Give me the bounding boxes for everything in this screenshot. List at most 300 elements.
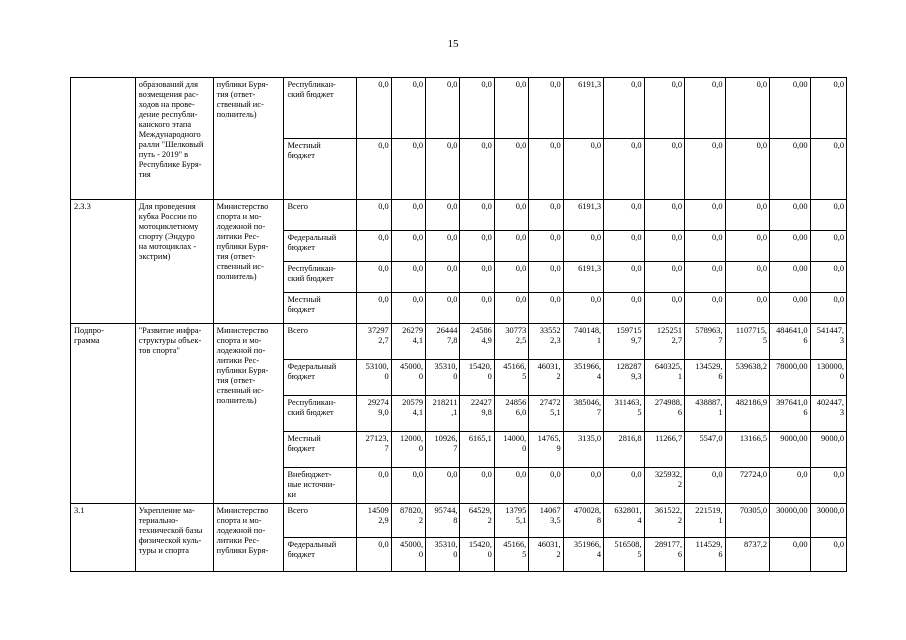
value-text: 0,0	[481, 202, 492, 211]
funding-source-label: Федеральный бюджет	[287, 540, 337, 559]
funding-source-cell	[284, 231, 357, 262]
value-text: 0,0	[712, 80, 723, 89]
value-cell	[494, 432, 528, 468]
value-text: 0,0	[671, 202, 683, 211]
value-cell	[685, 78, 725, 139]
value-text: 0,0	[412, 470, 424, 479]
measure-name-cell	[135, 200, 213, 324]
value-cell	[770, 324, 810, 360]
value-cell	[685, 262, 725, 293]
value-cell	[529, 468, 563, 504]
value-text: 125251 2,7	[656, 326, 683, 345]
value-text: 0,0	[756, 141, 768, 150]
value-cell	[460, 324, 494, 360]
value-cell	[685, 324, 725, 360]
value-text: 134529, 6	[695, 362, 723, 381]
value-cell	[725, 360, 770, 396]
value-text: 27472 5,1	[539, 398, 561, 417]
value-cell	[604, 324, 644, 360]
value-cell	[644, 293, 684, 324]
value-cell	[604, 200, 644, 231]
value-cell	[725, 324, 770, 360]
value-cell	[357, 200, 391, 231]
value-cell	[357, 293, 391, 324]
value-cell	[460, 504, 494, 538]
value-text: 482186,9	[735, 398, 768, 407]
value-text: 0,00	[792, 264, 808, 273]
value-text: 35310, 0	[434, 540, 458, 559]
value-text: 0,0	[447, 295, 458, 304]
value-text: 159715 9,7	[616, 326, 642, 345]
value-cell	[494, 360, 528, 396]
value-cell	[810, 78, 847, 139]
value-cell	[391, 468, 425, 504]
value-cell	[810, 432, 847, 468]
value-text: 325932, 2	[654, 470, 683, 489]
table-row	[71, 504, 847, 538]
value-text: 0,0	[833, 141, 844, 150]
funding-source-cell	[284, 139, 357, 200]
row-code-cell-text: Подпро- грамма	[74, 326, 104, 345]
value-text: 0,0	[378, 295, 389, 304]
value-cell	[810, 396, 847, 432]
value-text: 351966, 4	[573, 362, 602, 381]
value-cell	[810, 538, 847, 572]
value-cell	[426, 396, 460, 432]
value-cell	[529, 231, 563, 262]
value-text: 20579 4,1	[402, 398, 424, 417]
value-text: 0,0	[631, 233, 642, 242]
value-cell	[685, 139, 725, 200]
value-cell	[644, 468, 684, 504]
value-text: 11266,7	[655, 434, 683, 443]
value-text: 0,0	[671, 264, 683, 273]
value-text: 26279 4,1	[402, 326, 424, 345]
value-text: 397641,0 6	[776, 398, 808, 417]
value-text: 0,0	[712, 141, 723, 150]
value-cell	[357, 262, 391, 293]
funding-source-label: Республикан- ский бюджет	[287, 264, 336, 283]
value-text: 311463, 5	[614, 398, 642, 417]
value-cell	[460, 262, 494, 293]
value-cell	[685, 468, 725, 504]
value-cell	[644, 324, 684, 360]
row-code-cell	[71, 200, 136, 324]
value-text: 0,0	[833, 80, 844, 89]
value-cell	[494, 200, 528, 231]
value-cell	[563, 396, 603, 432]
value-cell	[357, 396, 391, 432]
value-cell	[460, 396, 494, 432]
value-cell	[810, 324, 847, 360]
value-cell	[529, 396, 563, 432]
measure-name-cell	[135, 504, 213, 572]
value-cell	[391, 324, 425, 360]
value-cell	[426, 139, 460, 200]
funding-source-cell	[284, 200, 357, 231]
value-text: 0,0	[631, 202, 642, 211]
value-text: 0,0	[756, 295, 768, 304]
value-cell	[426, 324, 460, 360]
value-cell	[563, 504, 603, 538]
value-text: 0,0	[631, 470, 642, 479]
value-text: 5547,0	[699, 434, 723, 443]
measure-name-cell-text: Укрепление ма- териально- технической базы физической куль- туры и спорта	[138, 506, 203, 555]
value-text: 0,0	[378, 202, 389, 211]
value-text: 15420, 0	[468, 362, 492, 381]
value-cell	[391, 538, 425, 572]
value-cell	[460, 468, 494, 504]
value-cell	[810, 504, 847, 538]
value-cell	[725, 504, 770, 538]
value-text: 640325, 1	[654, 362, 683, 381]
value-cell	[770, 432, 810, 468]
measure-name-cell	[135, 78, 213, 200]
value-text: 0,0	[756, 264, 768, 273]
value-text: 0,0	[590, 141, 602, 150]
value-text: 0,0	[550, 264, 561, 273]
value-text: 0,0	[631, 264, 642, 273]
value-cell	[460, 139, 494, 200]
value-text: 128287 9,3	[616, 362, 642, 381]
value-cell	[357, 360, 391, 396]
value-cell	[357, 139, 391, 200]
value-cell	[529, 538, 563, 572]
value-cell	[563, 200, 603, 231]
value-cell	[391, 200, 425, 231]
value-cell	[604, 468, 644, 504]
value-text: 0,0	[481, 141, 492, 150]
value-text: 24856 6,0	[505, 398, 527, 417]
value-text: 0,00	[792, 80, 808, 89]
value-cell	[426, 262, 460, 293]
measure-name-cell	[135, 324, 213, 504]
funding-source-cell	[284, 538, 357, 572]
value-text: 2816,8	[618, 434, 642, 443]
value-text: 9000,0	[820, 434, 844, 443]
value-cell	[685, 432, 725, 468]
value-text: 578963, 7	[695, 326, 723, 345]
executor-cell	[213, 200, 284, 324]
value-cell	[391, 139, 425, 200]
value-text: 539638,2	[735, 362, 768, 371]
value-text: 0,0	[712, 233, 723, 242]
value-text: 0,0	[447, 233, 458, 242]
value-text: 484641,0 6	[776, 326, 808, 345]
value-cell	[644, 139, 684, 200]
value-cell	[494, 262, 528, 293]
value-cell	[685, 396, 725, 432]
value-text: 0,0	[833, 264, 844, 273]
value-cell	[604, 504, 644, 538]
value-text: 27123, 7	[365, 434, 389, 453]
value-text: 0,0	[378, 233, 389, 242]
value-cell	[357, 504, 391, 538]
value-text: 14067 3,5	[539, 506, 561, 525]
value-cell	[426, 360, 460, 396]
value-text: 0,0	[515, 264, 527, 273]
value-text: 14000, 0	[503, 434, 527, 453]
funding-source-label: Местный бюджет	[287, 295, 321, 314]
value-cell	[426, 538, 460, 572]
value-text: 0,0	[412, 80, 424, 89]
value-text: 0,0	[712, 295, 723, 304]
value-cell	[685, 293, 725, 324]
value-cell	[529, 293, 563, 324]
value-text: 0,0	[550, 295, 561, 304]
value-cell	[604, 432, 644, 468]
value-text: 0,0	[378, 264, 389, 273]
value-cell	[391, 360, 425, 396]
table-row	[71, 78, 847, 139]
value-text: 289177, 6	[654, 540, 683, 559]
funding-source-cell	[284, 468, 357, 504]
value-cell	[494, 324, 528, 360]
value-cell	[770, 262, 810, 293]
value-cell	[725, 432, 770, 468]
value-cell	[357, 78, 391, 139]
funding-source-cell	[284, 293, 357, 324]
value-text: 0,0	[515, 295, 527, 304]
value-cell	[391, 231, 425, 262]
value-cell	[644, 200, 684, 231]
value-text: 3135,0	[578, 434, 602, 443]
value-text: 0,0	[550, 141, 561, 150]
value-cell	[604, 538, 644, 572]
value-text: 0,0	[378, 540, 389, 549]
value-text: 0,0	[515, 202, 527, 211]
value-text: 0,0	[550, 470, 561, 479]
value-cell	[604, 293, 644, 324]
measure-name-cell-text: образований для возмещения рас- ходов на прове- дение республи- канского этапа Международного ралли "Шелковый путь - 2019" в Республике Буря- тия	[138, 80, 204, 179]
value-text: 0,0	[756, 202, 768, 211]
value-text: 0,0	[797, 470, 808, 479]
value-cell	[357, 432, 391, 468]
value-text: 516508, 5	[614, 540, 642, 559]
value-cell	[529, 200, 563, 231]
funding-source-label: Федеральный бюджет	[287, 233, 337, 252]
value-text: 0,0	[550, 80, 561, 89]
value-text: 0,0	[712, 264, 723, 273]
value-cell	[644, 262, 684, 293]
executor-cell	[213, 504, 284, 572]
value-text: 0,0	[412, 295, 424, 304]
funding-source-cell	[284, 396, 357, 432]
value-cell	[725, 262, 770, 293]
funding-source-cell	[284, 360, 357, 396]
row-code-cell-text: 2.3.3	[74, 202, 91, 211]
executor-cell-text: публики Буря- тия (ответ- ственный ис- полнитель)	[216, 80, 269, 119]
value-cell	[770, 538, 810, 572]
value-text: 30773 2,5	[505, 326, 527, 345]
row-code-cell	[71, 324, 136, 504]
value-cell	[770, 293, 810, 324]
value-cell	[770, 78, 810, 139]
value-cell	[460, 293, 494, 324]
value-text: 6165,1	[468, 434, 492, 443]
value-text: 0,0	[590, 470, 602, 479]
value-text: 361522, 2	[654, 506, 683, 525]
value-text: 6191,3	[578, 202, 602, 211]
value-text: 0,0	[378, 141, 389, 150]
value-cell	[604, 139, 644, 200]
value-text: 78000,00	[776, 362, 808, 371]
value-text: 0,0	[712, 470, 723, 479]
value-cell	[494, 78, 528, 139]
value-text: 6191,3	[578, 80, 602, 89]
value-text: 0,00	[792, 141, 808, 150]
value-text: 14765, 9	[537, 434, 561, 453]
value-text: 45166, 5	[503, 362, 527, 381]
value-cell	[810, 293, 847, 324]
value-text: 0,0	[447, 141, 458, 150]
value-cell	[391, 504, 425, 538]
value-text: 402447, 3	[816, 398, 844, 417]
value-text: 0,0	[515, 141, 527, 150]
funding-source-label: Всего	[287, 506, 308, 515]
value-cell	[725, 468, 770, 504]
executor-cell	[213, 324, 284, 504]
value-cell	[426, 200, 460, 231]
value-text: 87820, 2	[400, 506, 424, 525]
value-cell	[770, 468, 810, 504]
executor-cell-text: Министерство спорта и мо- лодежной по- литики Рес- публики Буря- тия (ответ- ственный ис- полнитель)	[216, 326, 269, 405]
value-text: 37297 2,7	[367, 326, 389, 345]
value-text: 0,0	[515, 233, 527, 242]
value-cell	[770, 504, 810, 538]
measure-name-cell-text: "Развитие инфра- структуры объек- тов спорта"	[138, 326, 202, 355]
value-text: 9000,00	[780, 434, 808, 443]
value-cell	[563, 293, 603, 324]
value-cell	[644, 78, 684, 139]
value-cell	[604, 360, 644, 396]
value-text: 351966, 4	[573, 540, 602, 559]
value-text: 438887, 1	[695, 398, 723, 417]
value-text: 0,0	[671, 295, 683, 304]
value-text: 0,0	[833, 295, 844, 304]
value-text: 24586 4,9	[470, 326, 492, 345]
value-cell	[563, 78, 603, 139]
funding-source-label: Федеральный бюджет	[287, 362, 337, 381]
value-cell	[604, 231, 644, 262]
value-text: 0,0	[378, 80, 389, 89]
value-cell	[391, 293, 425, 324]
value-text: 0,0	[833, 540, 844, 549]
value-text: 0,0	[756, 233, 768, 242]
value-cell	[529, 139, 563, 200]
row-code-cell	[71, 504, 136, 572]
value-text: 10926, 7	[434, 434, 458, 453]
value-cell	[685, 360, 725, 396]
value-text: 0,0	[412, 233, 424, 242]
value-cell	[725, 396, 770, 432]
value-text: 218211 ,1	[432, 398, 458, 417]
value-cell	[810, 468, 847, 504]
value-cell	[770, 396, 810, 432]
value-cell	[644, 360, 684, 396]
funding-source-cell	[284, 504, 357, 538]
value-text: 0,0	[481, 470, 492, 479]
value-cell	[529, 262, 563, 293]
value-text: 45000, 0	[400, 362, 424, 381]
value-cell	[357, 231, 391, 262]
row-code-cell-text: 3.1	[74, 506, 85, 515]
value-cell	[685, 231, 725, 262]
value-cell	[494, 293, 528, 324]
value-text: 0,0	[833, 202, 844, 211]
value-text: 95744, 8	[434, 506, 458, 525]
value-text: 46031, 2	[537, 362, 561, 381]
value-cell	[563, 538, 603, 572]
funding-source-cell	[284, 432, 357, 468]
value-cell	[426, 293, 460, 324]
value-text: 0,0	[447, 202, 458, 211]
value-cell	[563, 432, 603, 468]
value-cell	[725, 139, 770, 200]
table-row	[71, 200, 847, 231]
value-cell	[391, 432, 425, 468]
value-cell	[529, 504, 563, 538]
executor-cell-text: Министерство спорта и мо- лодежной по- литики Рес- публики Буря- тия (ответ- ственный ис- полнитель)	[216, 202, 269, 281]
value-text: 72724,0	[739, 470, 768, 479]
value-cell	[685, 538, 725, 572]
value-text: 541447, 3	[816, 326, 844, 345]
value-cell	[426, 231, 460, 262]
value-cell	[357, 538, 391, 572]
value-cell	[770, 231, 810, 262]
value-text: 274988, 6	[654, 398, 683, 417]
value-cell	[357, 468, 391, 504]
value-text: 0,0	[378, 470, 389, 479]
funding-source-label: Республикан- ский бюджет	[287, 398, 336, 417]
executor-cell	[213, 78, 284, 200]
value-text: 0,0	[671, 141, 683, 150]
value-cell	[725, 78, 770, 139]
value-text: 0,0	[833, 470, 844, 479]
value-text: 30000,00	[776, 506, 808, 515]
value-cell	[810, 200, 847, 231]
value-text: 0,0	[412, 264, 424, 273]
funding-source-cell	[284, 78, 357, 139]
value-text: 30000,0	[816, 506, 844, 515]
value-text: 15420, 0	[468, 540, 492, 559]
value-cell	[494, 396, 528, 432]
funding-source-label: Внебюджет- ные источни- ки	[287, 470, 336, 499]
value-text: 0,00	[792, 202, 808, 211]
value-text: 740148, 1	[573, 326, 602, 345]
value-text: 6191,3	[578, 264, 602, 273]
value-text: 64529, 2	[468, 506, 492, 525]
value-cell	[604, 262, 644, 293]
value-cell	[563, 231, 603, 262]
funding-source-label: Всего	[287, 202, 308, 211]
row-code-cell	[71, 78, 136, 200]
value-text: 470028, 8	[573, 506, 602, 525]
funding-source-label: Местный бюджет	[287, 434, 321, 453]
value-cell	[460, 538, 494, 572]
value-cell	[563, 262, 603, 293]
value-text: 12000, 0	[400, 434, 424, 453]
value-cell	[529, 360, 563, 396]
value-cell	[494, 231, 528, 262]
value-text: 33552 2,3	[539, 326, 561, 345]
value-cell	[604, 396, 644, 432]
value-cell	[770, 200, 810, 231]
value-text: 46031, 2	[537, 540, 561, 559]
value-text: 8737,2	[744, 540, 768, 549]
value-text: 385046, 7	[573, 398, 602, 417]
value-cell	[426, 468, 460, 504]
